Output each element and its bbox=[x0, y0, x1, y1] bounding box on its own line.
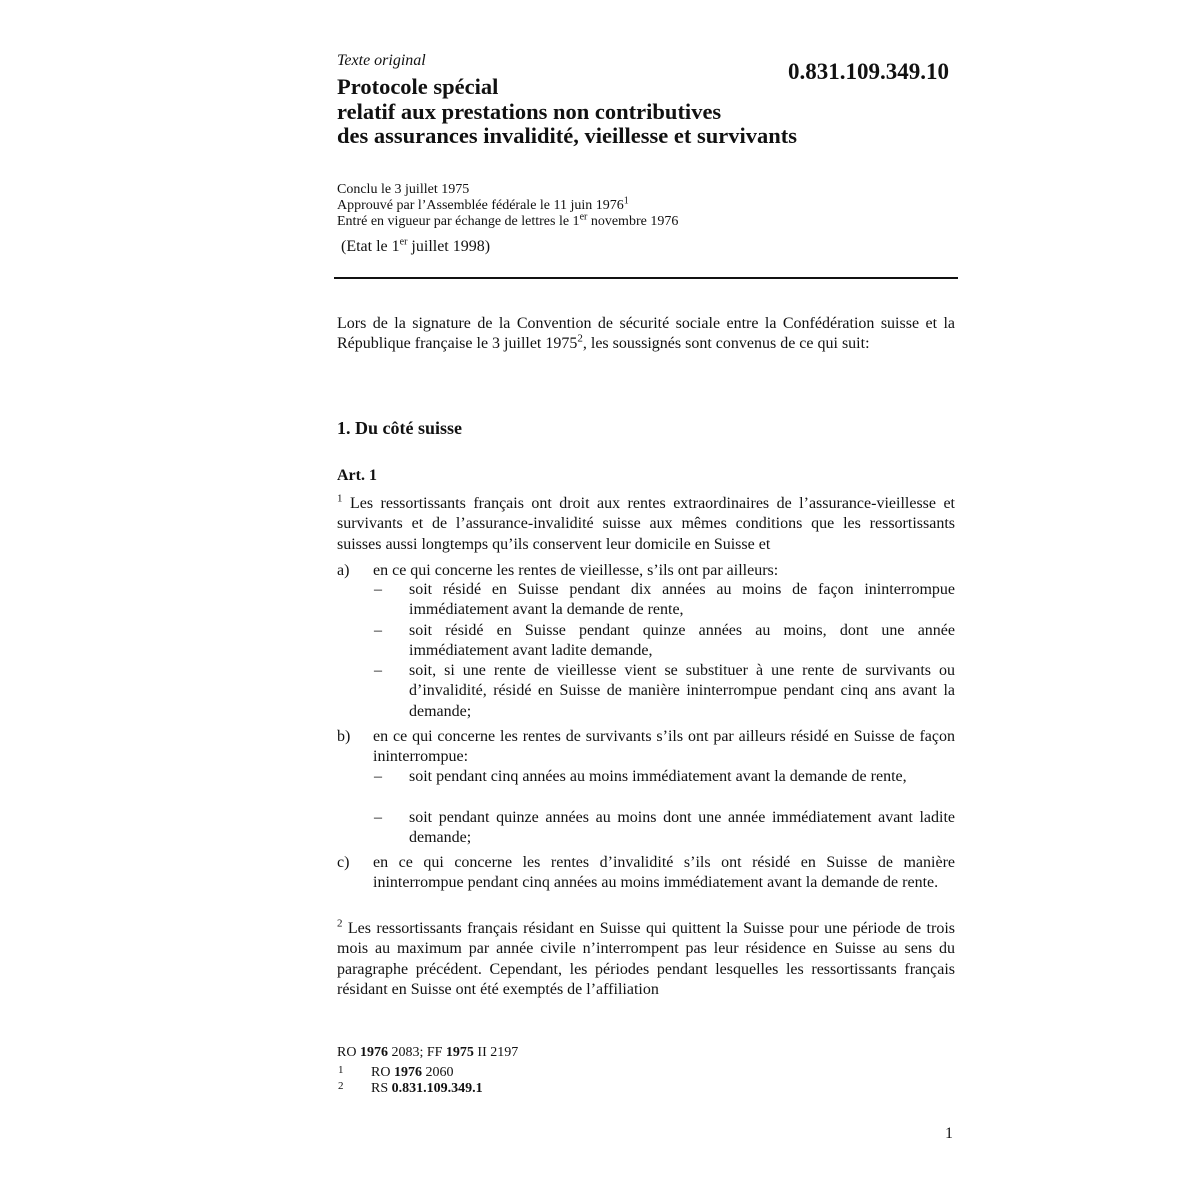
item-a-dash-3: soit, si une rente de vieillesse vient se substituer à une rente de survivants ou d’invalidité, résidé en Suisse de manière ininterrompue pendant cinq ans avant la demande; bbox=[409, 662, 955, 720]
approved-date: Approuvé par l’Assemblée fédérale le 11 juin 1976$^1$ bbox=[337, 195, 629, 213]
item-a-dash-1: soit résidé en Suisse pendant dix années au moins de façon ininterrompue immédiatement avant la demande de rente, bbox=[409, 581, 955, 619]
footnote-ref-2[interactable]: 2 bbox=[577, 332, 583, 345]
article-heading: Art. 1 bbox=[337, 467, 377, 484]
item-b-text: en ce qui concerne les rentes de survivants s’ils ont par ailleurs résidé en Suisse de façon ininterrompue: bbox=[373, 728, 955, 766]
item-a-dash-1-marker: – bbox=[374, 581, 382, 598]
item-a-text: en ce qui concerne les rentes de vieillesse, s’ils ont par ailleurs: bbox=[373, 562, 779, 579]
section-heading: 1. Du côté suisse bbox=[337, 418, 462, 438]
state-date: (Etat le 1er juillet 1998) bbox=[341, 236, 491, 255]
item-b-dash-1: soit pendant cinq années au moins immédiatement avant la demande de rente, bbox=[409, 768, 907, 785]
page-number: 1 bbox=[945, 1125, 953, 1142]
footnote-1-number: 1 bbox=[338, 1064, 344, 1076]
item-b-dash-2-marker: – bbox=[374, 809, 382, 826]
article-paragraph-2: $^2$ Les ressortissants français résidant en Suisse qui quittent la Suisse pour une période de trois mois au maximum par année civile n’interrompent pas leur résidence en Suisse au sens du paragraphe précédent. Cependant, les périodes pendant lesquelles les ressortissants français résidant en Suisse ont été exemptés de l’affiliation bbox=[337, 917, 956, 998]
article-paragraph-1: $^1$ Les ressortissants français ont droit aux rentes extraordinaires de l’assurance-vieillesse et survivants et de l’assurance-invalidité suisse aux mêmes conditions que les ressortissants suisses aussi longtemps qu’ils conservent leur domicile en Suisse et bbox=[337, 492, 956, 553]
title-line-2: relatif aux prestations non contributives bbox=[337, 98, 722, 124]
footnote-1-text: RO 1976 2060 bbox=[371, 1065, 454, 1080]
item-c-letter: c) bbox=[337, 854, 350, 871]
item-a-dash-2: soit résidé en Suisse pendant quinze années au moins, dont une année immédiatement avant ladite demande, bbox=[409, 622, 955, 660]
document-metadata bbox=[337, 182, 678, 230]
footnote-ref-1[interactable]: 1 bbox=[623, 195, 629, 207]
header-divider bbox=[334, 277, 958, 279]
document-title bbox=[337, 75, 897, 149]
paragraph-number: 1 bbox=[337, 492, 343, 505]
item-a-dash-3-marker: – bbox=[374, 662, 382, 679]
item-b-dash-2: soit pendant quinze années au moins dont une année immédiatement avant ladite demande; bbox=[409, 809, 955, 847]
item-b-letter: b) bbox=[337, 728, 351, 745]
concluded-date: Conclu le 3 juillet 1975 bbox=[337, 182, 470, 197]
preamble-paragraph: Lors de la signature de la Convention de sécurité sociale entre la Confédération suisse et la République française le 3 juillet 1975$^2$, les soussignés sont convenus de ce qui suit: bbox=[337, 315, 955, 353]
title-line-1: Protocole spécial bbox=[337, 74, 499, 99]
system-number: 0.831.109.349.10 bbox=[788, 59, 949, 84]
footnote-2-text: RS 0.831.109.349.1 bbox=[371, 1081, 483, 1096]
original-text-label: Texte original bbox=[337, 52, 426, 69]
item-b-dash-1-marker: – bbox=[374, 768, 382, 785]
title-line-3: des assurances invalidité, vieillesse et survivants bbox=[337, 123, 797, 148]
item-a-letter: a) bbox=[337, 562, 350, 579]
footnote-2-number: 2 bbox=[338, 1080, 344, 1092]
paragraph-number: 2 bbox=[337, 917, 343, 930]
item-a-dash-2-marker: – bbox=[374, 622, 382, 639]
item-c-text: en ce qui concerne les rentes d’invalidité s’ils ont résidé en Suisse de manière ininterrompue pendant cinq années au moins immédiatement avant la demande de rente. bbox=[373, 854, 955, 892]
entry-into-force: Entré en vigueur par échange de lettres le 1er novembre 1976 bbox=[337, 211, 679, 229]
source-reference: RO 1976 2083; FF 1975 II 2197 bbox=[337, 1045, 519, 1060]
